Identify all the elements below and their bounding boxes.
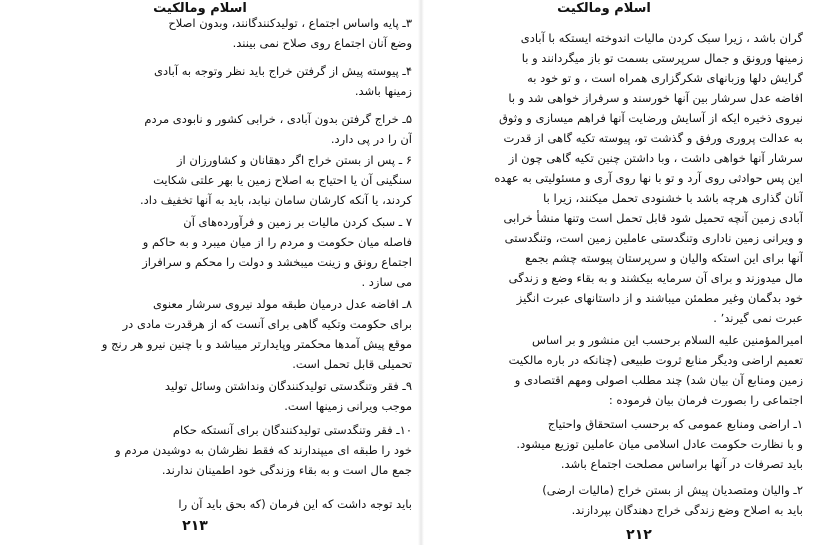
text-line: موقع پیش آمدها محکمتر وپایدارتر میباشد و با چنین نیرو هر رنج و [101, 337, 412, 351]
text-line: زمین ومنابع آن بیان شد) چند مطلب اصولی ومهم اقتصادی و [514, 373, 803, 387]
text-line: خود را طبقه ای میپندارند که فقط نظرشان به دوشیدن مردم و [115, 443, 412, 457]
page-title: اسلام ومالکیت [557, 1, 651, 16]
text-line: افاضه عدل سرشار بین آنها خورسند و سرفراز خواهی شد و با [508, 91, 803, 105]
text-line: خود بدگمان وغیر مطمئن میباشند و از داستانهای عبرت انگیز [516, 291, 803, 305]
text-line: می سازد . [361, 275, 412, 289]
text-line: آن را در پی دارد. [330, 132, 412, 146]
right-page [424, 0, 815, 545]
text-line: مال میدوزند و برای آن سرمایه بیکشند و به بقاء وضع و زندگی [508, 271, 803, 285]
text-line: نیروی ذخیره ایکه از آسایش ورضایت آنها فراهم میسازی و وثوق [499, 111, 803, 125]
text-line: جمع مال است و به بقاء وزندگی خود اطمینان ندارند. [161, 463, 412, 477]
text-line: این پس حوادثی روی آرد و تو با نها روی آری و مسئولیتی به عهده [494, 171, 803, 185]
text-line: باید تصرفات در آنها براساس مصلحت اجتماع باشد. [560, 457, 803, 471]
text-line: ۲ـ والیان ومتصدیان پیش از بستن خراج (مالیات ارضی) [542, 483, 803, 497]
text-line: ۳ـ پایه واساس اجتماع ، تولیدکنندگانند، وبدون اصلاح [168, 16, 412, 30]
text-line: عبرت نمی گیرند٬ . [713, 311, 803, 325]
text-line: باید توجه داشت که این فرمان (که بحق باید آن را [178, 497, 412, 511]
text-line: امیرالمؤمنین علیه السلام برحسب این منشور و بر اساس [531, 333, 803, 347]
text-line: اجتماعی را بصورت فرمان بیان فرموده : [608, 393, 803, 407]
text-line: موجب ویرانی زمینها است. [284, 399, 412, 413]
text-line: اجتماع رونق و زینت میبخشد و دولت را محکم و سرافراز [142, 255, 412, 269]
text-line: گرایش دلها وزبانهای شکرگزاری همراه است ، و تو خود به [527, 71, 803, 85]
text-line: ۹ـ فقر وتنگدستی تولیدکنندگان ونداشتن وسائل تولید [164, 379, 412, 393]
text-line: تعمیم اراضی ودیگر منابع ثروت طبیعی (چنانکه در باره مالکیت [508, 353, 803, 367]
text-line: ۸ـ افاضه عدل درمیان طبقه مولد نیروی سرشار معنوی [152, 297, 412, 311]
text-line: باید به اصلاح وضع زندگی خراج دهندگان بپردازند. [571, 503, 803, 517]
text-line: سنگینی آن یا احتیاج به اصلاح زمین یا بهر علتی شکایت [153, 173, 412, 187]
text-line: کردند، یا آنکه کارشان سامان نیابد، باید به آنها تخفیف داد. [140, 193, 412, 207]
text-line: فاصله میان حکومت و مردم را از میان میبرد و به حاکم و [142, 235, 412, 249]
text-line: آنها برای این استکه والیان و سرپرستان پیوسته چشم بجمع [525, 251, 803, 265]
text-line: و ویرانی زمین نادارى وتنگدستی عاملین زمین است، وتنگدستی [504, 231, 803, 245]
text-line: ۶ ـ پس از بستن خراج اگر دهقانان و کشاورزان از [177, 153, 412, 167]
text-line: تحمیلی قابل تحمل است. [292, 357, 412, 371]
text-line: وضع آنان اجتماع روی صلاح نمی بینند. [232, 36, 412, 50]
text-line: ۱۰ـ فقر وتنگدستی تولیدکنندگان برای آنستکه حکام [172, 423, 412, 437]
text-line: ۵ـ خراج گرفتن بدون آبادی ، خرابی کشور و نابودی مردم [144, 112, 412, 126]
text-line: برای حکومت وتکیه گاهی برای آنست که از هرقدرت مادی در [122, 317, 412, 331]
text-line: ۱ـ اراضی ومنابع عمومی که برحسب استحقاق واحتیاج [547, 417, 803, 431]
text-line: ۷ ـ سبک کردن مالیات بر زمین و فرآورده‌های آن [183, 215, 412, 229]
page-number: ۲۱۲ [626, 527, 652, 543]
text-line: آبادی زمین آنچه تحمیل شود قابل تحمل است وتنها منشأ خرابی [503, 211, 803, 225]
text-line: زمینها ورونق و جمال سرپرستی بسمت تو باز میگردانند و با [521, 51, 803, 65]
text-line: گران باشد ، زیرا سبک کردن مالیات اندوخته ایستکه با آبادی [520, 31, 803, 45]
page-number: ۲۱۳ [182, 518, 208, 534]
text-line: و با نظارت حکومت عادل اسلامی میان عاملین توزیع میشود. [516, 437, 803, 451]
text-line: زمینها باشد. [354, 84, 412, 98]
text-line: ۴ـ پیوسته پیش از گرفتن خراج باید نظر وتوجه به آبادی [154, 64, 412, 78]
text-line: به عدالت پروری ورفق و گذشت تو، پیوسته تکیه گاهی از قدرت [503, 131, 803, 145]
text-line: سرشار آنها خواهی داشت ، وبا داشتن چنین تکیه گاهی چون از [508, 151, 803, 165]
page-title: اسلام ومالکیت [153, 1, 247, 16]
text-line: آنان گذاری هرچه باشد با خشنودی تحمل میکنند، زیرا با [543, 191, 803, 205]
